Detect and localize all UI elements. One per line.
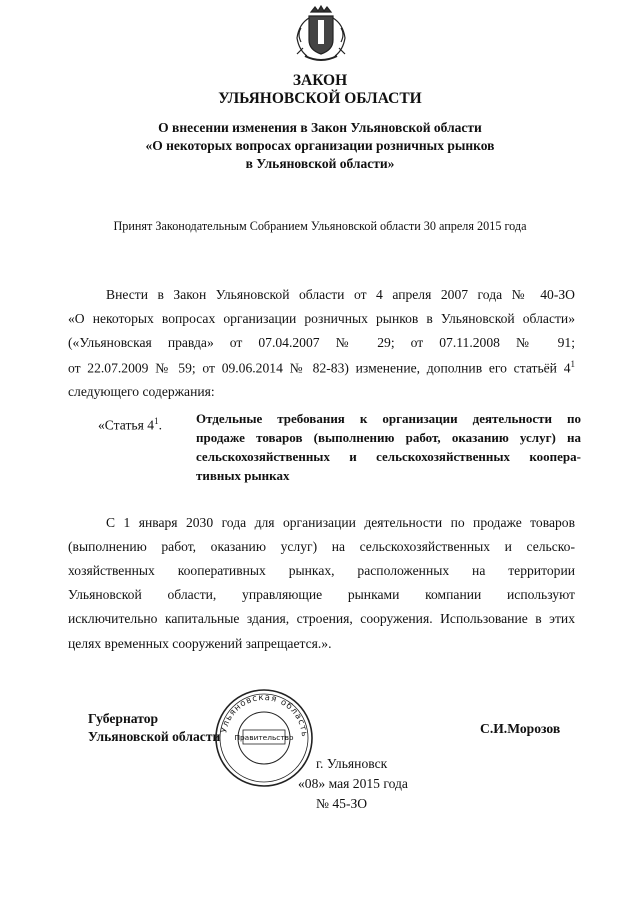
- official-seal-icon: [212, 686, 316, 790]
- article-title-line-3: сельскохозяйственных и сельскохозяйственных коопера-: [196, 449, 581, 464]
- p1-line-3: («Ульяновская правда» от 07.04.2007 № 29; от 07.11.2008 № 91;: [68, 335, 575, 350]
- law-doc-type: ЗАКОН: [292, 72, 348, 89]
- article-title-line-2: продаже товаров (выполнению работ, оказанию услуг) на: [196, 430, 581, 445]
- article-label: [98, 416, 162, 434]
- law-number: № 45-ЗО: [316, 796, 368, 811]
- subject-line-1: О внесении изменения в Закон Ульяновской области: [158, 120, 482, 135]
- governor-title: [88, 710, 220, 746]
- p2-line-5: исключительно капитальные здания, строения, сооружения. Использование в этих: [68, 611, 575, 626]
- p1-line-4-sup: 1: [570, 359, 575, 369]
- p2-line-3: хозяйственных кооперативных рынках, расположенных на территории: [68, 563, 575, 578]
- article-label-sup: 1: [154, 416, 159, 426]
- article-label-text: «Статья 4: [98, 417, 155, 433]
- coat-of-arms-icon: [291, 4, 351, 66]
- article-label-end: .: [158, 417, 162, 433]
- seal-center-text: Правительство: [234, 733, 294, 742]
- governor-name: С.И.Морозов: [480, 721, 561, 736]
- p2-line-1: С 1 января 2030 года для организации деятельности по продаже товаров: [106, 515, 575, 530]
- p1-line-1: Внести в Закон Ульяновской области от 4 апреля 2007 года № 40-ЗО: [106, 287, 575, 302]
- p2-line-2: (выполнению работ, оказанию услуг) на сельскохозяйственных и сельско-: [68, 539, 575, 554]
- p2-line-4: Ульяновской области, управляющие рынками компании используют: [68, 587, 575, 602]
- p1-line-4-text: от 22.07.2009 № 59; от 09.06.2014 № 82-83) изменение, дополнив его статьёй 4: [68, 360, 571, 376]
- p1-line-4: [68, 359, 575, 377]
- subject-line-3: в Ульяновской области»: [245, 156, 395, 171]
- seal-ring-text: Ульяновская область: [219, 692, 310, 739]
- p1-line-5: следующего содержания:: [68, 384, 215, 399]
- adoption-note: Принят Законодательным Собранием Ульяновской области 30 апреля 2015 года: [113, 219, 527, 233]
- governor-title-line-2: Ульяновской области: [88, 729, 221, 744]
- law-region: УЛЬЯНОВСКОЙ ОБЛАСТИ: [218, 90, 422, 107]
- article-title-line-1: Отдельные требования к организации деятельности по: [196, 411, 581, 426]
- subject-line-2: «О некоторых вопросах организации розничных рынков: [145, 138, 495, 153]
- signing-date: «08» мая 2015 года: [298, 776, 408, 791]
- p1-line-2: «О некоторых вопросах организации розничных рынков в Ульяновской области»: [68, 311, 575, 326]
- article-title-line-4: тивных рынках: [196, 468, 290, 483]
- governor-title-line-1: Губернатор: [88, 711, 159, 726]
- signing-city: г. Ульяновск: [316, 756, 388, 771]
- p2-line-6: целях временных сооружений запрещается.».: [68, 636, 332, 651]
